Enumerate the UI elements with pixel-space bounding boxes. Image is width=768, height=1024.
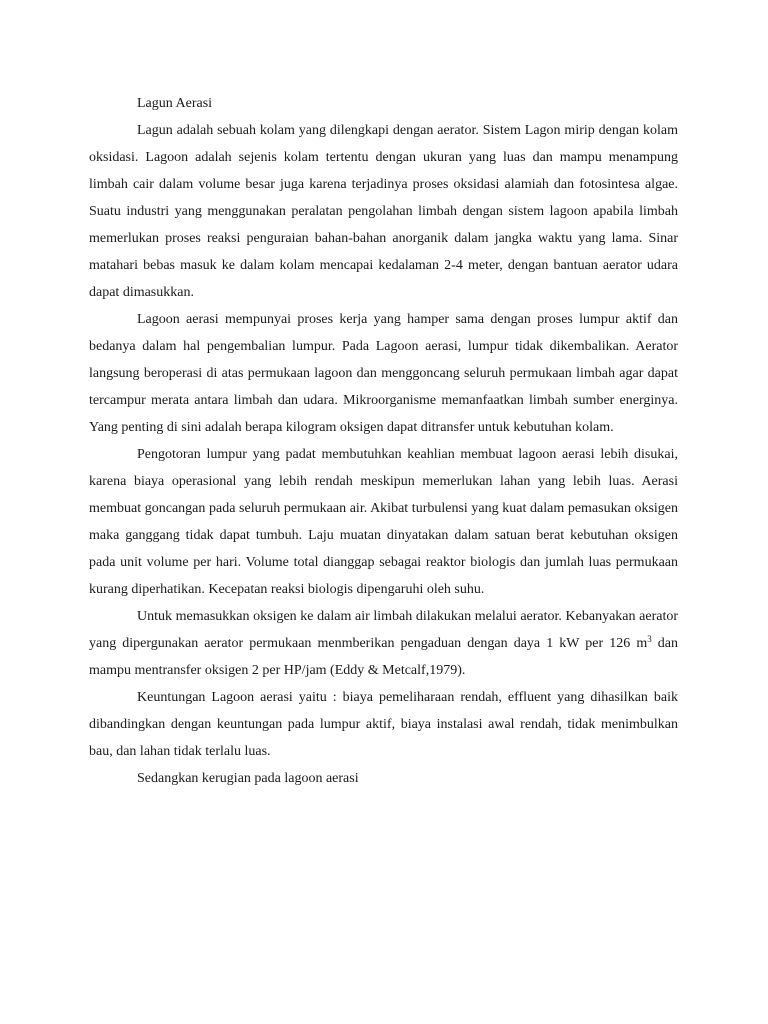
paragraph-disadvantages: Sedangkan kerugian pada lagoon aerasi [137, 771, 359, 786]
document-title: Lagun Aerasi [137, 96, 213, 111]
paragraph-lagoon-process: Lagoon aerasi mempunyai proses kerja yang hamper sama dengan proses lumpur aktif dan bedanya dalam hal pengembalian lumpur. Pada Lagoon aerasi, lumpur tidak dikembalikan. Aerator langsung beroperasi di atas permukaan lagoon dan menggoncang seluruh permukaan limbah agar dapat tercampur merata antara limbah dan udara. Mikroorganisme memanfaatkan limbah sumber energinya. Yang penting di sini adalah berapa kilogram oksigen dapat ditransfer untuk kebutuhan kolam. [89, 312, 678, 435]
paragraph-oxygen-input [89, 603, 678, 684]
document-page [89, 90, 678, 792]
superscript-cubed: 3 [647, 634, 652, 644]
paragraph-advantages: Keuntungan Lagoon aerasi yaitu : biaya pemeliharaan rendah, effluent yang dihasilkan baik dibandingkan dengan keuntungan pada lumpur aktif, biaya instalasi awal rendah, tidak menimbulkan bau, dan lahan tidak terlalu luas. [89, 690, 678, 759]
paragraph-oxygen-text-2: dan mampu mentransfer oksigen 2 per HP/jam (Eddy & Metcalf,1979). [89, 636, 678, 678]
paragraph-lagun-definition: Lagun adalah sebuah kolam yang dilengkapi dengan aerator. Sistem Lagon mirip dengan kolam oksidasi. Lagoon adalah sejenis kolam tertentu dengan ukuran yang luas dan mampu menampung limbah cair dalam volume besar juga karena terjadinya proses oksidasi alamiah dan fotosintesa algae. Suatu industri yang menggunakan peralatan pengolahan limbah dengan sistem lagoon apabila limbah memerlukan proses reaksi penguraian bahan-bahan anorganik dalam jangka waktu yang lama. Sinar matahari bebas masuk ke dalam kolam mencapai kedalaman 2-4 meter, dengan bantuan aerator udara dapat dimasukkan. [89, 123, 678, 300]
paragraph-oxygen-text-1: Untuk memasukkan oksigen ke dalam air limbah dilakukan melalui aerator. Kebanyakan aerator yang dipergunakan aerator permukaan menmberikan pengaduan dengan daya 1 kW per 126 m [89, 609, 678, 651]
paragraph-sludge-fouling: Pengotoran lumpur yang padat membutuhkan keahlian membuat lagoon aerasi lebih disukai, karena biaya operasional yang lebih rendah meskipun memerlukan lahan yang lebih luas. Aerasi membuat goncangan pada seluruh permukaan air. Akibat turbulensi yang kuat dalam pemasukan oksigen maka ganggang tidak dapat tumbuh. Laju muatan dinyatakan dalam satuan berat kebutuhan oksigen pada unit volume per hari. Volume total dianggap sebagai reaktor biologis dan jumlah luas permukaan kurang diperhatikan. Kecepatan reaksi biologis dipengaruhi oleh suhu. [89, 447, 678, 597]
